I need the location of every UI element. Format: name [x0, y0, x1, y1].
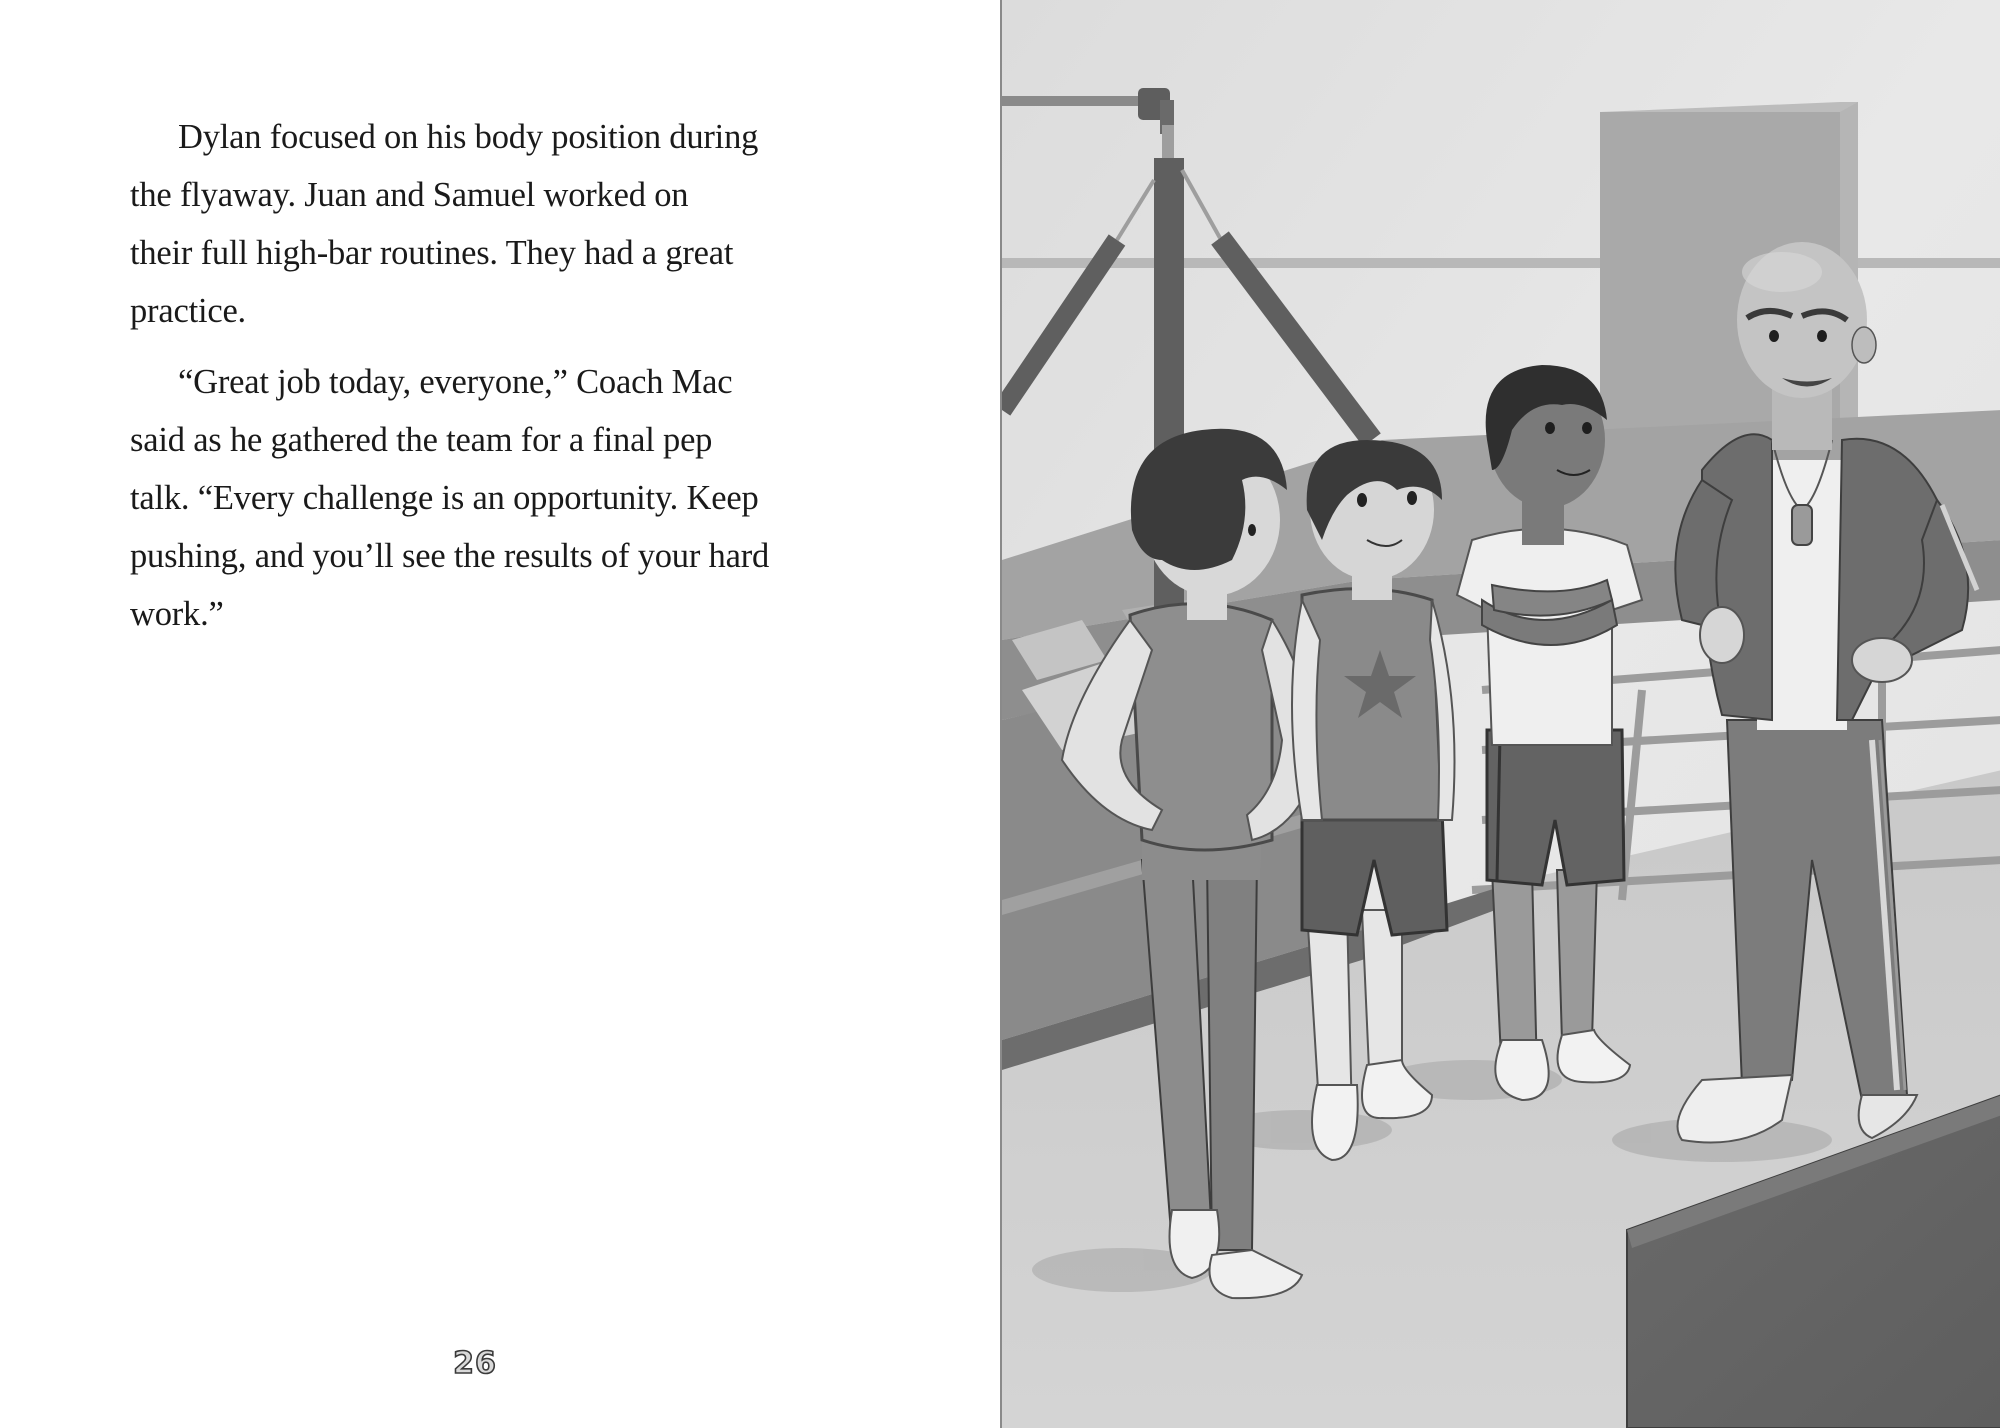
text-line: “Great job today, everyone,” Coach Mac [178, 363, 733, 401]
text-line: the flyaway. Juan and Samuel worked on [130, 176, 689, 214]
whistle [1792, 505, 1812, 545]
paragraph-1 [130, 108, 865, 340]
text-line: work.” [130, 595, 224, 633]
gym-illustration [1002, 0, 2000, 1428]
text-line: Dylan focused on his body position during [178, 118, 759, 156]
paragraph-2 [130, 353, 865, 643]
text-line: said as he gathered the team for a final pep [130, 421, 713, 459]
text-line: pushing, and you’ll see the results of your hard [130, 537, 770, 575]
text-line: practice. [130, 292, 246, 330]
illustration-page [1000, 0, 2000, 1428]
text-line: talk. “Every challenge is an opportunity. Keep [130, 479, 759, 517]
text-line: their full high-bar routines. They had a great [130, 234, 734, 272]
story-text [130, 108, 865, 656]
page-number: 26 [453, 1346, 497, 1381]
